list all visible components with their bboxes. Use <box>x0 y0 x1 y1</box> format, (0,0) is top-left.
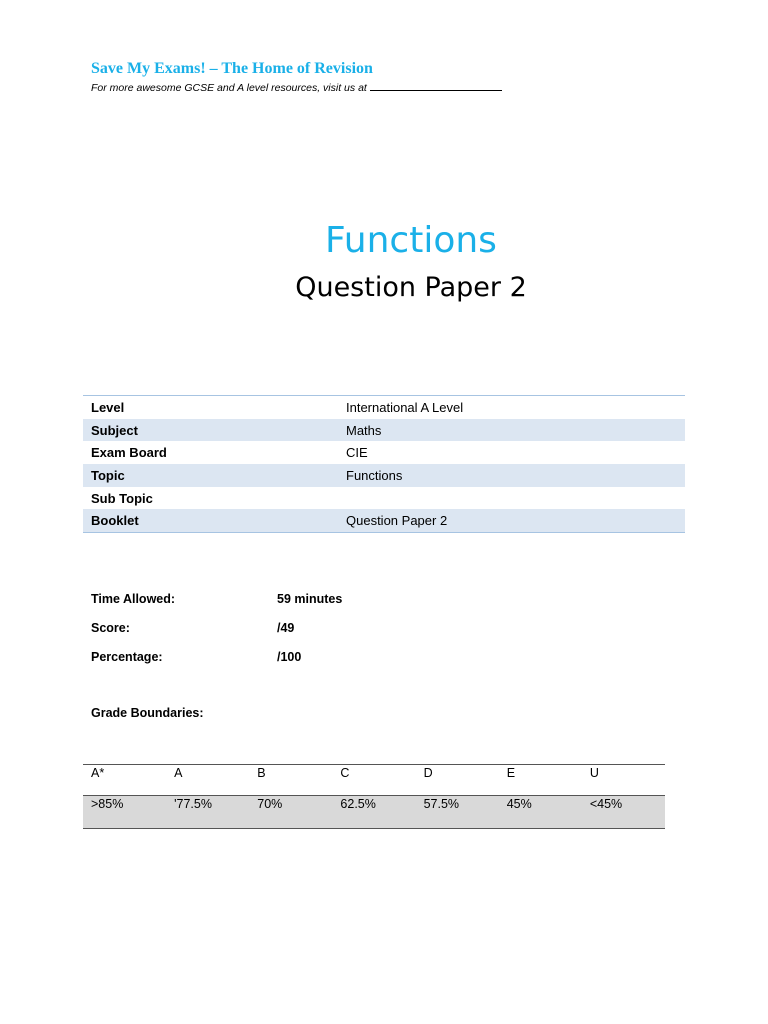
info-value: Question Paper 2 <box>338 509 685 532</box>
info-label: Booklet <box>83 509 338 532</box>
percentage-cell: 70% <box>249 796 332 829</box>
info-label: Subject <box>83 419 338 442</box>
table-row <box>83 441 685 464</box>
grade-cell: D <box>416 765 499 796</box>
site-title: Save My Exams! – The Home of Revision <box>91 60 373 77</box>
grade-cell: B <box>249 765 332 796</box>
grade-boundaries-table <box>83 764 665 829</box>
grade-cell: U <box>582 765 665 796</box>
percentage-cell: 62.5% <box>332 796 415 829</box>
score-label: Score: <box>91 621 130 635</box>
score-value: /49 <box>277 621 295 635</box>
info-value <box>338 487 685 510</box>
document-title: Functions <box>325 220 497 261</box>
site-subtitle-text: For more awesome GCSE and A level resources, visit us at <box>91 82 367 94</box>
table-row <box>83 509 685 532</box>
info-value: Maths <box>338 419 685 442</box>
grade-cell: E <box>499 765 582 796</box>
percentage-cell: '77.5% <box>166 796 249 829</box>
grade-cell: A <box>166 765 249 796</box>
percentage-cell: 57.5% <box>416 796 499 829</box>
time-allowed-value: 59 minutes <box>277 592 343 606</box>
info-value: CIE <box>346 445 368 461</box>
grade-cell: C <box>332 765 415 796</box>
info-label: Exam Board <box>91 445 167 461</box>
grade-boundaries-heading: Grade Boundaries: <box>91 706 204 720</box>
info-label: Sub Topic <box>91 490 153 506</box>
percentage-value: /100 <box>277 650 302 664</box>
table-row <box>83 765 665 796</box>
percentage-cell: >85% <box>83 796 166 829</box>
info-label: Level <box>91 399 125 415</box>
url-blank-line <box>370 81 502 91</box>
document-subtitle: Question Paper 2 <box>295 272 527 303</box>
table-row <box>83 464 685 487</box>
table-row <box>83 487 685 510</box>
grade-cell: A* <box>83 765 166 796</box>
time-allowed-label: Time Allowed: <box>91 592 176 606</box>
percentage-cell: 45% <box>499 796 582 829</box>
percentage-label: Percentage: <box>91 650 163 664</box>
info-value: International A Level <box>346 399 464 415</box>
info-label: Topic <box>83 464 338 487</box>
percentage-cell: <45% <box>582 796 665 829</box>
info-table <box>83 395 685 533</box>
table-row <box>83 396 685 419</box>
site-subtitle <box>91 81 502 94</box>
info-value: Functions <box>338 464 685 487</box>
table-row <box>83 419 685 442</box>
table-row <box>83 796 665 829</box>
